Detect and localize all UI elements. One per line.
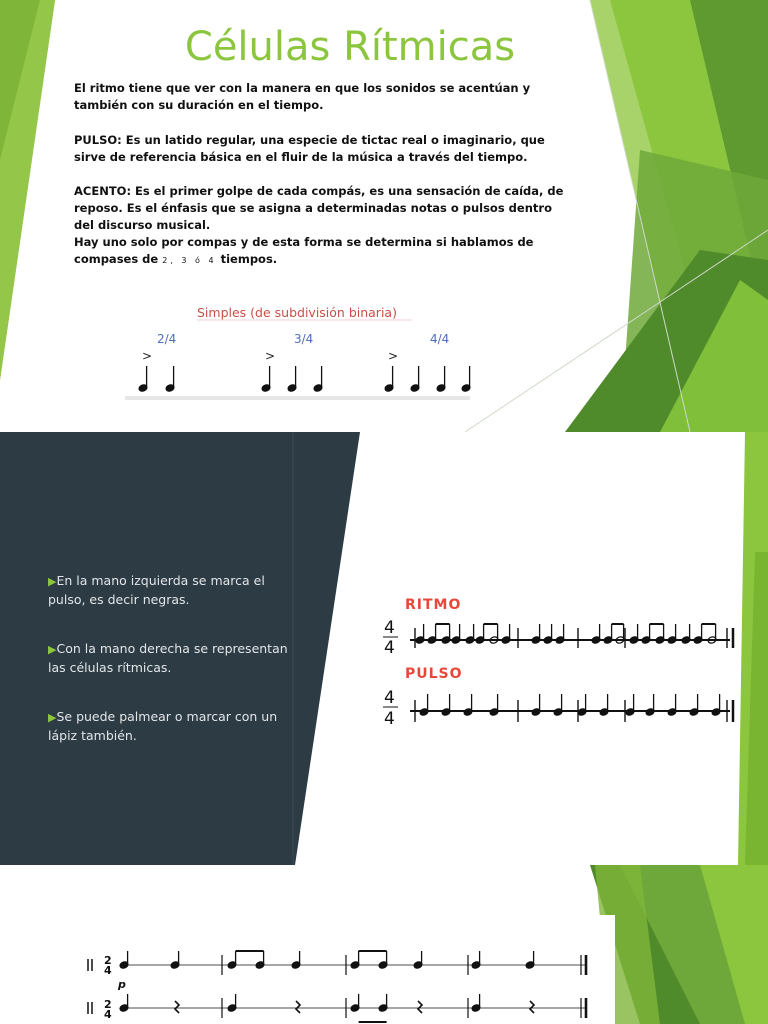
score-rows xyxy=(88,951,586,1022)
meter-label-4-4: 4/4 xyxy=(430,332,450,346)
score-time-sig-bottom-2: 4 xyxy=(104,1008,112,1021)
score-row-2-rest-2 xyxy=(418,1001,422,1013)
pulso-text: PULSO: Es un latido regular, una especie de tictac real o imaginario, que sirve de referencia básica en el fluir de la música a través del tiempo. xyxy=(74,133,545,164)
slide-score-excerpt xyxy=(0,865,768,1024)
staff-shadow xyxy=(125,396,470,400)
triangle-bullet-icon: ▶ xyxy=(48,643,57,656)
page-title: Células Rítmicas xyxy=(184,24,516,70)
ritmo-time-sig-bottom: 4 xyxy=(384,638,395,658)
ritmo-time-sig-top: 4 xyxy=(384,618,395,638)
quarter-notes-group xyxy=(138,366,471,392)
acento-text-2-before: Hay uno solo por compas y de esta forma se determina si hablamos de compases de xyxy=(74,235,534,266)
score-row-2-rest-0 xyxy=(175,1001,179,1013)
bullet-left-hand-text: En la mano izquierda se marca el pulso, es decir negras. xyxy=(48,573,265,607)
pulso-staff xyxy=(410,694,733,722)
score-row-2-rest-1 xyxy=(296,1001,300,1013)
accent-mark-4-4: > xyxy=(388,349,399,363)
triangle-bullet-icon: ▶ xyxy=(48,711,57,724)
meter-label-2-4: 2/4 xyxy=(157,332,177,346)
acento-text-2-after: tiempos. xyxy=(220,252,278,266)
acento-numbers: 2, 3 ó 4 xyxy=(162,256,217,265)
ritmo-pulso-figure xyxy=(0,432,768,865)
pulso-label: PULSO xyxy=(405,666,463,682)
figure-heading: Simples (de subdivisión binaria) xyxy=(197,305,397,320)
slide-pulso-ritmo xyxy=(0,432,768,865)
score-row-2-rest-3 xyxy=(530,1001,534,1013)
triangle-bullet-icon: ▶ xyxy=(48,575,57,588)
ritmo-label: RITMO xyxy=(405,597,462,613)
score-time-sig-top-1: 2 xyxy=(104,954,112,967)
acento-text-1: ACENTO: Es el primer golpe de cada compás, es una sensación de caída, de reposo. Es el énfasis que se asigna a determinadas notas o pulsos dentro del discurso musical. xyxy=(74,184,564,232)
simple-meters-figure xyxy=(0,0,768,432)
bullet-right-hand-text: Con la mano derecha se representan las células rítmicas. xyxy=(48,641,288,675)
accent-mark-3-4: > xyxy=(265,349,276,363)
pulso-time-sig-bottom: 4 xyxy=(384,709,395,729)
accent-mark-2-4: > xyxy=(142,349,153,363)
score-time-sig-bottom-1: 4 xyxy=(104,964,112,977)
score-excerpt-figure xyxy=(0,865,768,1024)
meter-label-3-4: 3/4 xyxy=(294,332,314,346)
score-time-sig-top-2: 2 xyxy=(104,998,112,1011)
pulso-time-sig-top: 4 xyxy=(384,688,395,708)
ritmo-staff xyxy=(410,624,733,648)
slide-celulas-ritmicas xyxy=(0,0,768,432)
bullet-palmear-text: Se puede palmear o marcar con un lápiz también. xyxy=(48,709,278,743)
dynamic-piano-mark: p xyxy=(118,978,126,991)
ritmo-text: El ritmo tiene que ver con la manera en que los sonidos se acentúan y también con su duración en el tiempo. xyxy=(74,81,531,112)
